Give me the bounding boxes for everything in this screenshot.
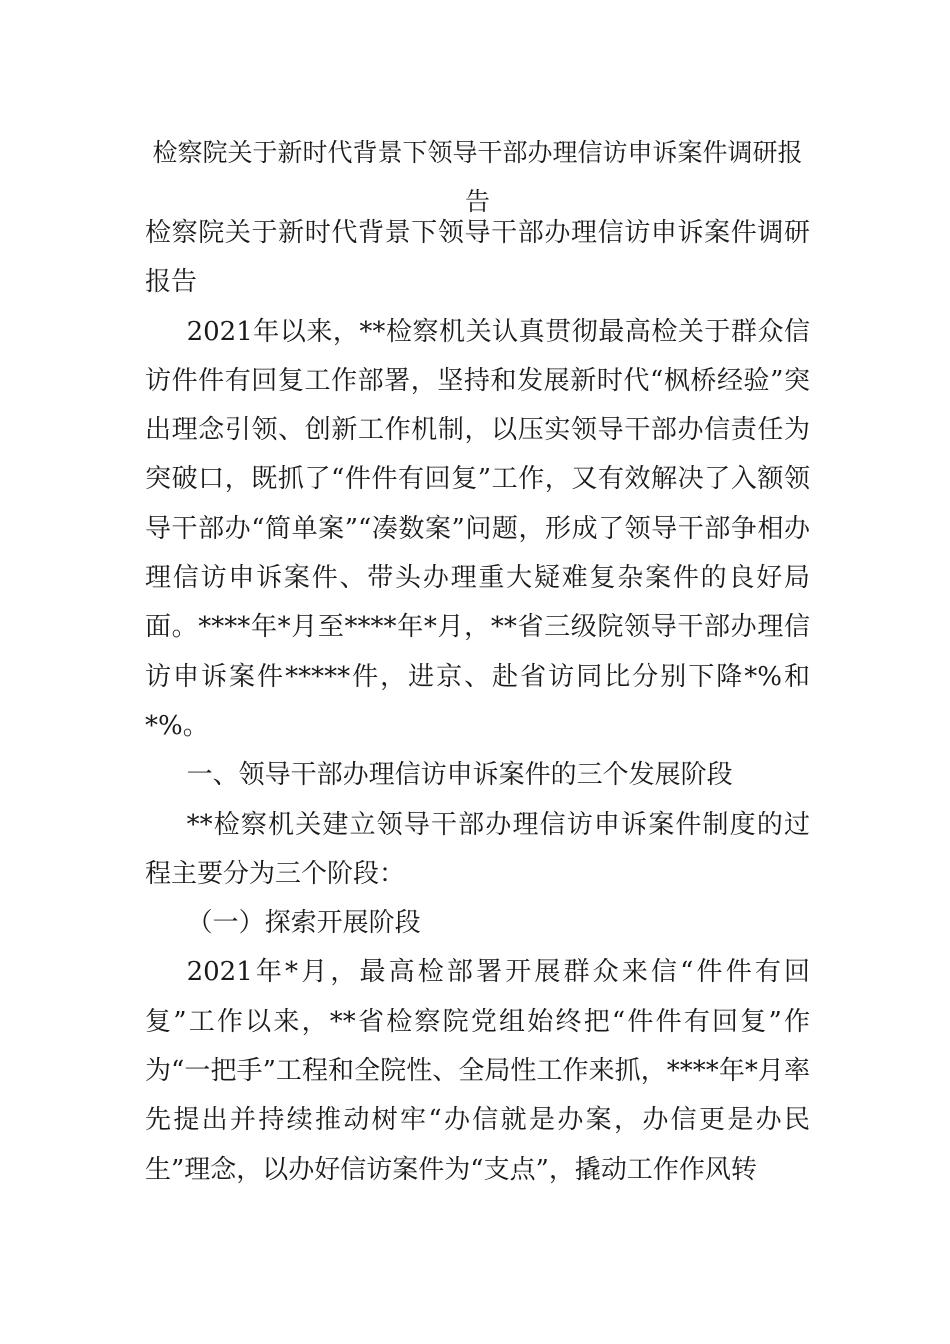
repeated-title-paragraph: 检察院关于新时代背景下领导干部办理信访申诉案件调研报告	[145, 218, 810, 298]
section-intro-paragraph: **检察机关建立领导干部办理信访申诉案件制度的过程主要分为三个阶段：	[145, 809, 810, 889]
intro-paragraph: 2021年以来，**检察机关认真贯彻最高检关于群众信访件件有回复工作部署，坚持和发展新时代“枫桥经验”突出理念引领、创新工作机制，以压实领导干部办信责任为突破口，既抓了“件件有回复”工作，又有效解决了入额领导干部办“简单案”“凑数案”问题，形成了领导干部争相办理信访申诉案件、带头办理重大疑难复杂案件的良好局面。****年*月至****年*月，**省三级院领导干部办理信访申诉案件*****件，进京、赴省访同比分别下降*%和*%。	[145, 316, 810, 741]
section-heading: 一、领导干部办理信访申诉案件的三个发展阶段	[186, 760, 733, 791]
subsection-heading: （一）探索开展阶段	[186, 908, 421, 939]
document-body	[145, 209, 810, 1195]
document-title: 检察院关于新时代背景下领导干部办理信访申诉案件调研报告	[152, 138, 803, 216]
subsection-paragraph: 2021年*月，最高检部署开展群众来信“件件有回复”工作以来，**省检察院党组始终把“件件有回复”作为“一把手”工程和全院性、全局性工作来抓，****年*月率先提出并持续推动树牢“办信就是办案，办信更是办民生”理念，以办好信访案件为“支点”，撬动工作作风转	[145, 957, 810, 1185]
